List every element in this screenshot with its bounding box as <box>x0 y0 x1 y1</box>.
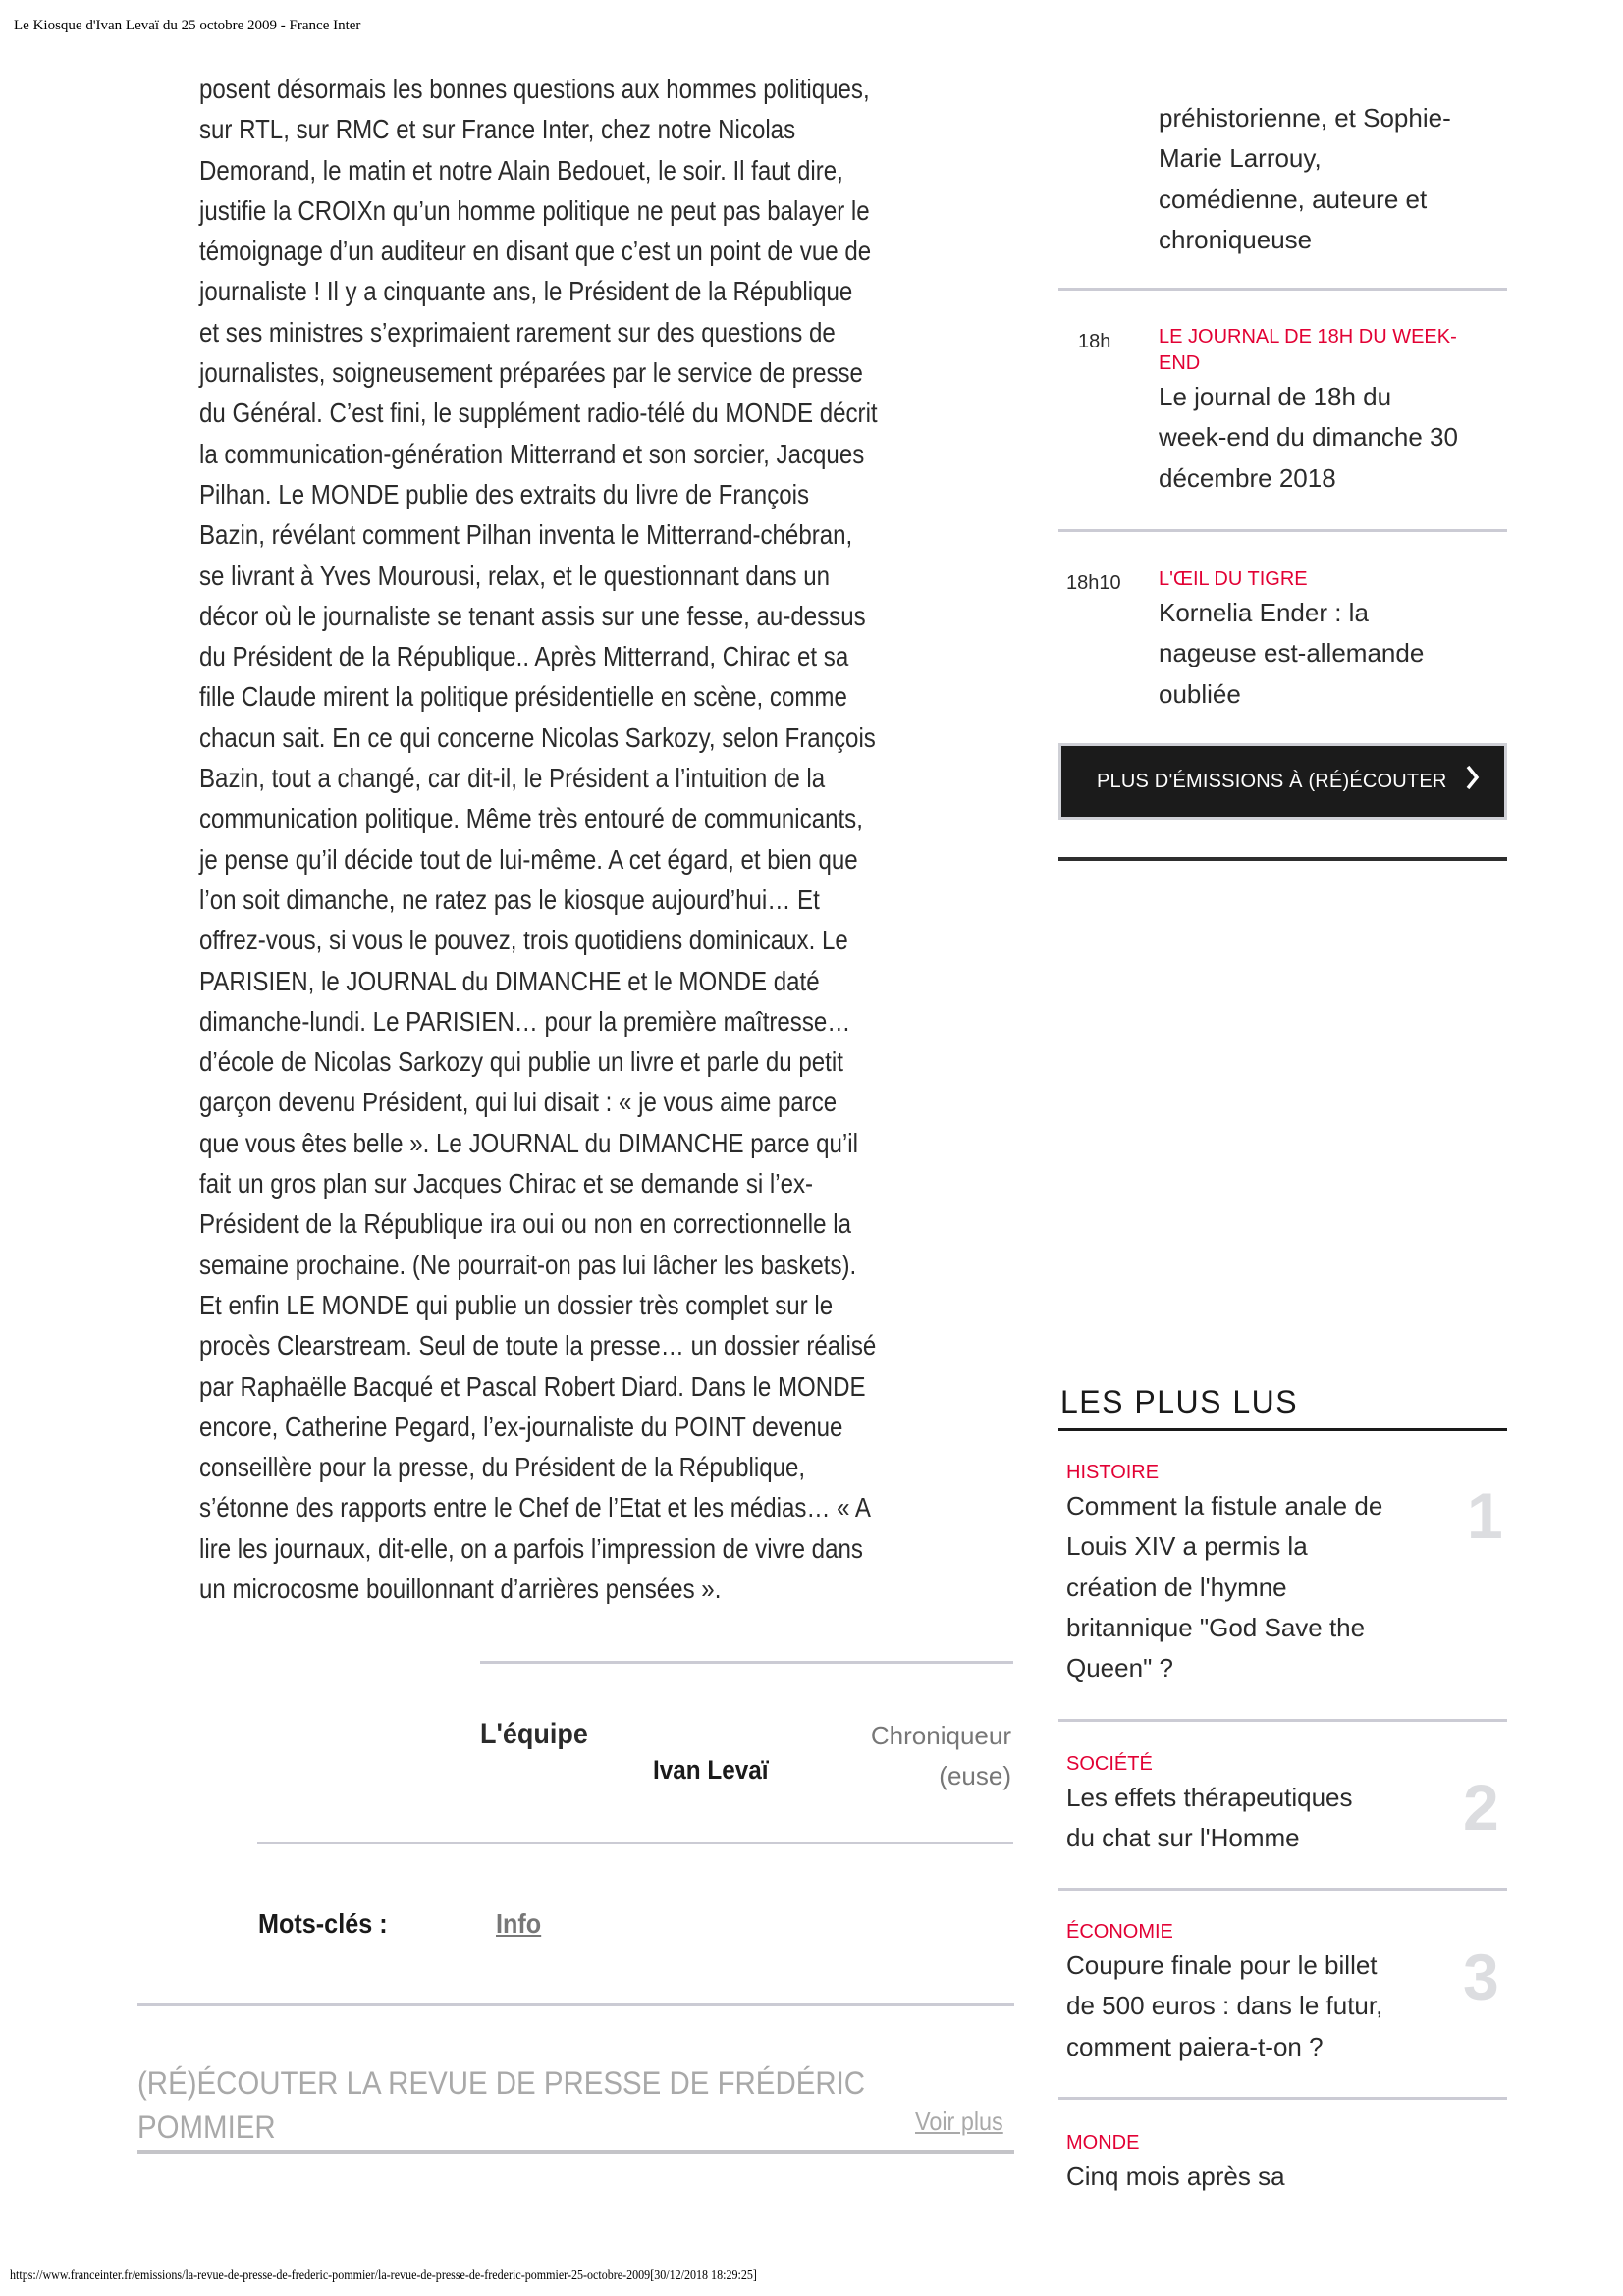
more-shows-label: PLUS D'ÉMISSIONS À (RÉ)ÉCOUTER <box>1097 770 1447 792</box>
article-line: l’on soit dimanche, ne ratez pas le kiosque aujourd’hui… Et <box>199 883 820 915</box>
schedule-title-line: week-end du dimanche 30 <box>1159 422 1458 453</box>
most-read-title-line: Louis XIV a permis la <box>1066 1531 1308 1562</box>
schedule-title-line: Marie Larrouy, <box>1159 143 1322 174</box>
chevron-right-icon <box>1466 765 1480 795</box>
article-line: un microcosme bouillonnant d’arrières pensées ». <box>199 1573 722 1604</box>
article-line: s’étonne des rapports entre le Chef de l’Etat et les médias… « A <box>199 1492 871 1523</box>
schedule-title-line: oubliée <box>1159 678 1241 709</box>
article-line: Pilhan. Le MONDE publie des extraits du livre de François <box>199 478 810 509</box>
most-read-title: LES PLUS LUS <box>1060 1384 1299 1419</box>
article-line: que vous êtes belle ». Le JOURNAL du DIMANCHE parce qu’il <box>199 1127 858 1158</box>
most-read-title-line: Cinq mois après sa <box>1066 2162 1285 2191</box>
article-line: posent désormais les bonnes questions aux hommes politiques, <box>199 74 870 104</box>
most-read-title-line: Queen" ? <box>1066 1653 1173 1683</box>
most-read-divider <box>1058 2097 1507 2100</box>
article-line: offrez-vous, si vous le pouvez, trois quotidiens dominicaux. Le <box>199 925 848 956</box>
team-title: L'équipe <box>480 1718 588 1750</box>
team-member-role <box>835 1716 1011 1796</box>
team-divider-bottom <box>257 1842 1013 1844</box>
schedule-time: 18h10 <box>1066 572 1121 594</box>
most-read-category: SOCIÉTÉ <box>1066 1753 1153 1775</box>
schedule-item[interactable] <box>1159 324 1458 499</box>
schedule-category: L'ŒIL DU TIGRE <box>1159 568 1308 590</box>
team-divider-top <box>480 1661 1013 1664</box>
schedule-divider <box>1058 288 1507 291</box>
most-read-divider <box>1058 1719 1507 1722</box>
article-line: procès Clearstream. Seul de toute la presse… un dossier réalisé <box>199 1330 877 1362</box>
most-read-title-line: britannique "God Save the <box>1066 1612 1366 1642</box>
article-line: communication politique. Même très entouré de communicants, <box>199 803 863 834</box>
schedule-title-line: nageuse est-allemande <box>1159 638 1425 668</box>
most-read-divider <box>1058 1428 1507 1431</box>
schedule-title-line: Le journal de 18h du <box>1159 382 1392 411</box>
article-line: du Général. C’est fini, le supplément radio-télé du MONDE décrit <box>199 398 878 429</box>
keywords-label: Mots-clés : <box>258 1908 388 1939</box>
most-read-title-line: Comment la fistule anale de <box>1066 1491 1383 1521</box>
schedule-title-line: décembre 2018 <box>1159 462 1336 493</box>
keyword-link-info[interactable]: Info <box>496 1908 542 1939</box>
most-read-item[interactable] <box>1066 2130 1420 2197</box>
article-line: Bazin, révélant comment Pilhan inventa le Mitterrand-chébran, <box>199 519 853 551</box>
most-read-item[interactable] <box>1066 1751 1420 1859</box>
article-line: d’école de Nicolas Sarkozy qui publie un livre et parle du petit <box>199 1046 843 1078</box>
schedule-divider <box>1058 529 1507 532</box>
keywords-divider <box>137 2003 1014 2006</box>
schedule-item-previous-tail[interactable] <box>1159 98 1451 260</box>
most-read-title-line: du chat sur l'Homme <box>1066 1823 1300 1853</box>
article-line: témoignage d’un auditeur en disant que c’est un point de vue de <box>199 236 872 267</box>
most-read-divider <box>1058 1888 1507 1891</box>
article-line: conseillère pour la presse, du Président de la République, <box>199 1452 806 1483</box>
most-read-item[interactable] <box>1066 1460 1420 1688</box>
most-read-rank: 2 <box>1463 1771 1499 1843</box>
most-read-title-line: création de l'hymne <box>1066 1572 1287 1602</box>
article-line: garçon devenu Président, qui lui disait : « je vous aime parce <box>199 1087 838 1118</box>
article-line: décor où le journaliste se tenant assis sur une fesse, au-dessus <box>199 600 866 631</box>
article-line: fille Claude mirent la politique présidentielle en scène, comme <box>199 681 847 713</box>
article-body <box>199 69 1044 1609</box>
article-line: dimanche-lundi. Le PARISIEN… pour la première maîtresse… <box>199 1005 851 1037</box>
article-line: je pense qu’il décide tout de lui-même. A cet égard, et bien que <box>199 843 858 875</box>
article-line: Et enfin LE MONDE qui publie un dossier très complet sur le <box>199 1289 834 1320</box>
most-read-category: HISTOIRE <box>1066 1462 1160 1483</box>
most-read-title-line: de 500 euros : dans le futur, <box>1066 1991 1383 2021</box>
article-line: semaine prochaine. (Ne pourrait-on pas lui lâcher les baskets). <box>199 1249 857 1280</box>
schedule-title-line: préhistorienne, et Sophie- <box>1159 103 1451 133</box>
schedule-title-line: Kornelia Ender : la <box>1159 598 1369 627</box>
more-shows-button[interactable] <box>1058 743 1507 820</box>
article-line: encore, Catherine Pegard, l’ex-journaliste du POINT devenue <box>199 1411 843 1442</box>
article-line: journaliste ! Il y a cinquante ans, le Président de la République <box>199 276 853 307</box>
most-read-category: ÉCONOMIE <box>1066 1921 1173 1943</box>
article-line: journalistes, soigneusement préparées par le service de presse <box>199 357 863 389</box>
article-line: lire les journaux, dit-elle, on a parfois l’impression de vivre dans <box>199 1532 863 1564</box>
schedule-category: END <box>1159 352 1201 374</box>
schedule-end-divider <box>1058 857 1507 861</box>
schedule-time: 18h <box>1078 331 1111 352</box>
team-role-line2: (euse) <box>939 1761 1011 1790</box>
most-read-rank: 3 <box>1463 1941 1499 2013</box>
article-line: et ses ministres s’exprimaient rarement sur des questions de <box>199 316 836 347</box>
article-line: Président de la République ira oui ou non en correctionnelle la <box>199 1208 851 1240</box>
reecouter-heading: (RÉ)ÉCOUTER LA REVUE DE PRESSE DE FRÉDÉRIC POMMIER <box>137 2065 866 2145</box>
article-line: justifie la CROIXn qu’un homme politique ne peut pas balayer le <box>199 194 870 226</box>
print-page-title: Le Kiosque d'Ivan Levaï du 25 octobre 2009 - France Inter <box>14 18 361 33</box>
schedule-title-line: comédienne, auteure et <box>1159 184 1428 214</box>
print-page-url: https://www.franceinter.fr/emissions/la-revue-de-presse-de-frederic-pommier/la-revue-de-presse-de-frederic-pommier-25-octobre-2009[30/12/2018 18:29:25] <box>10 2269 757 2283</box>
article-line: la communication-génération Mitterrand et son sorcier, Jacques <box>199 438 865 469</box>
article-line: sur RTL, sur RMC et sur France Inter, chez notre Nicolas <box>199 114 796 145</box>
schedule-item[interactable] <box>1159 566 1424 715</box>
article-line: du Président de la République.. Après Mitterrand, Chirac et sa <box>199 641 849 672</box>
reecouter-divider <box>137 2150 1014 2154</box>
article-line: se livrant à Yves Mourousi, relax, et le questionnant dans un <box>199 560 831 591</box>
article-line: chacun sait. En ce qui concerne Nicolas Sarkozy, selon François <box>199 721 876 753</box>
voir-plus-link[interactable]: Voir plus <box>915 2107 1003 2136</box>
schedule-category: LE JOURNAL DE 18H DU WEEK- <box>1159 326 1457 347</box>
most-read-category: MONDE <box>1066 2132 1140 2154</box>
article-line: fait un gros plan sur Jacques Chirac et se demande si l’ex- <box>199 1168 814 1200</box>
article-line: PARISIEN, le JOURNAL du DIMANCHE et le MONDE daté <box>199 965 820 996</box>
schedule-title-line: chroniqueuse <box>1159 224 1313 254</box>
most-read-title-line: comment paiera-t-on ? <box>1066 2031 1324 2061</box>
article-line: Bazin, tout a changé, car dit-il, le Président a l’intuition de la <box>199 763 826 794</box>
team-role-line1: Chroniqueur <box>870 1721 1011 1750</box>
article-line: Demorand, le matin et notre Alain Bedouet, le soir. Il faut dire, <box>199 154 843 186</box>
most-read-title-line: Les effets thérapeutiques <box>1066 1783 1353 1812</box>
most-read-item[interactable] <box>1066 1919 1420 2067</box>
article-line: par Raphaëlle Bacqué et Pascal Robert Diard. Dans le MONDE <box>199 1370 866 1402</box>
most-read-rank: 1 <box>1467 1479 1503 1552</box>
team-member-name[interactable]: Ivan Levaï <box>653 1755 769 1785</box>
most-read-title-line: Coupure finale pour le billet <box>1066 1950 1378 1980</box>
